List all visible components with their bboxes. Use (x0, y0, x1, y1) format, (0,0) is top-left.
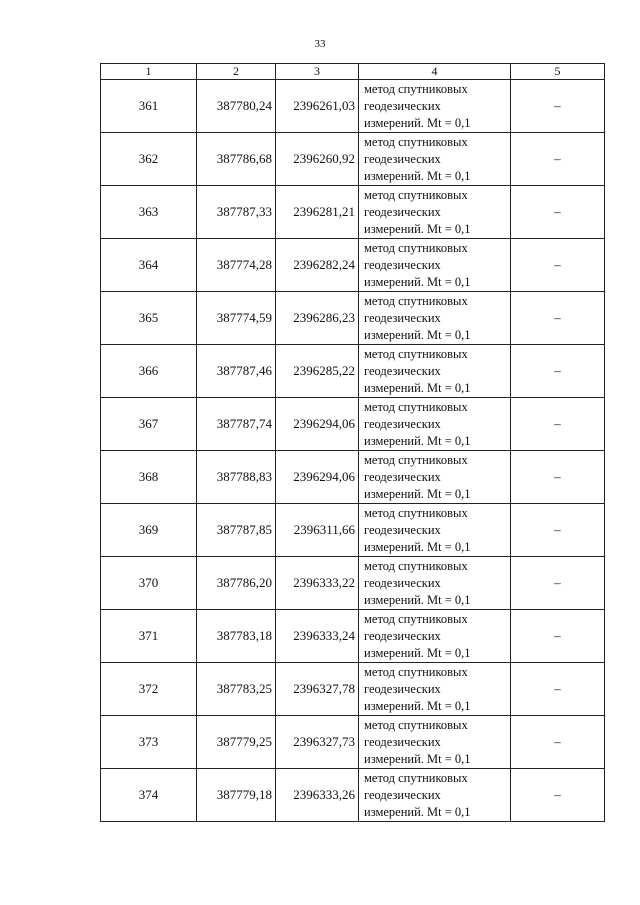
x-coordinate-cell: 387780,24 (197, 80, 276, 133)
method-line-1: метод спутниковых (364, 399, 468, 414)
method-line-3: измерений. Mt = 0,1 (364, 592, 471, 607)
note-cell: – (511, 451, 605, 504)
method-cell (359, 663, 511, 716)
note-cell: – (511, 80, 605, 133)
note-cell: – (511, 186, 605, 239)
y-coordinate-cell: 2396327,73 (276, 716, 359, 769)
y-coordinate-cell: 2396294,06 (276, 451, 359, 504)
method-line-2: геодезических (364, 204, 441, 219)
column-header-2: 2 (197, 64, 276, 80)
method-line-3: измерений. Mt = 0,1 (364, 115, 471, 130)
method-line-3: измерений. Mt = 0,1 (364, 221, 471, 236)
x-coordinate-cell: 387787,46 (197, 345, 276, 398)
point-number-cell: 365 (101, 292, 197, 345)
method-cell (359, 610, 511, 663)
x-coordinate-cell: 387783,18 (197, 610, 276, 663)
method-line-1: метод спутниковых (364, 346, 468, 361)
method-line-3: измерений. Mt = 0,1 (364, 751, 471, 766)
method-line-2: геодезических (364, 681, 441, 696)
table-row (101, 80, 605, 133)
method-line-1: метод спутниковых (364, 452, 468, 467)
table-row (101, 186, 605, 239)
point-number-cell: 364 (101, 239, 197, 292)
method-line-2: геодезических (364, 628, 441, 643)
y-coordinate-cell: 2396333,24 (276, 610, 359, 663)
method-line-2: геодезических (364, 151, 441, 166)
point-number-cell: 371 (101, 610, 197, 663)
x-coordinate-cell: 387774,59 (197, 292, 276, 345)
method-line-3: измерений. Mt = 0,1 (364, 168, 471, 183)
method-line-2: геодезических (364, 257, 441, 272)
method-line-3: измерений. Mt = 0,1 (364, 380, 471, 395)
note-cell: – (511, 345, 605, 398)
y-coordinate-cell: 2396311,66 (276, 504, 359, 557)
table-row (101, 557, 605, 610)
column-header-5: 5 (511, 64, 605, 80)
y-coordinate-cell: 2396260,92 (276, 133, 359, 186)
column-header-4: 4 (359, 64, 511, 80)
method-cell (359, 133, 511, 186)
method-line-1: метод спутниковых (364, 770, 468, 785)
table-row (101, 451, 605, 504)
method-line-1: метод спутниковых (364, 664, 468, 679)
method-line-1: метод спутниковых (364, 293, 468, 308)
method-line-1: метод спутниковых (364, 611, 468, 626)
note-cell: – (511, 610, 605, 663)
y-coordinate-cell: 2396282,24 (276, 239, 359, 292)
x-coordinate-cell: 387786,20 (197, 557, 276, 610)
method-line-1: метод спутниковых (364, 187, 468, 202)
y-coordinate-cell: 2396285,22 (276, 345, 359, 398)
method-cell (359, 292, 511, 345)
method-line-1: метод спутниковых (364, 81, 468, 96)
y-coordinate-cell: 2396294,06 (276, 398, 359, 451)
x-coordinate-cell: 387786,68 (197, 133, 276, 186)
method-line-2: геодезических (364, 98, 441, 113)
table-row (101, 398, 605, 451)
method-line-2: геодезических (364, 734, 441, 749)
method-line-2: геодезических (364, 575, 441, 590)
y-coordinate-cell: 2396333,26 (276, 769, 359, 822)
note-cell: – (511, 133, 605, 186)
table-header-row (101, 64, 605, 80)
point-number-cell: 361 (101, 80, 197, 133)
method-cell (359, 716, 511, 769)
method-line-1: метод спутниковых (364, 558, 468, 573)
method-line-1: метод спутниковых (364, 240, 468, 255)
method-line-3: измерений. Mt = 0,1 (364, 645, 471, 660)
point-number-cell: 362 (101, 133, 197, 186)
x-coordinate-cell: 387787,33 (197, 186, 276, 239)
point-number-cell: 363 (101, 186, 197, 239)
table-row (101, 133, 605, 186)
method-line-3: измерений. Mt = 0,1 (364, 698, 471, 713)
table-row (101, 769, 605, 822)
point-number-cell: 368 (101, 451, 197, 504)
method-line-2: геодезических (364, 363, 441, 378)
method-line-3: измерений. Mt = 0,1 (364, 433, 471, 448)
note-cell: – (511, 292, 605, 345)
method-line-2: геодезических (364, 522, 441, 537)
note-cell: – (511, 663, 605, 716)
method-line-2: геодезических (364, 787, 441, 802)
method-cell (359, 80, 511, 133)
table-row (101, 345, 605, 398)
point-number-cell: 370 (101, 557, 197, 610)
method-cell (359, 557, 511, 610)
method-line-3: измерений. Mt = 0,1 (364, 486, 471, 501)
coordinates-table (100, 63, 605, 822)
table-body (101, 80, 605, 822)
x-coordinate-cell: 387783,25 (197, 663, 276, 716)
point-number-cell: 372 (101, 663, 197, 716)
method-line-3: измерений. Mt = 0,1 (364, 804, 471, 819)
y-coordinate-cell: 2396286,23 (276, 292, 359, 345)
table-row (101, 292, 605, 345)
point-number-cell: 374 (101, 769, 197, 822)
method-line-3: измерений. Mt = 0,1 (364, 539, 471, 554)
method-line-3: измерений. Mt = 0,1 (364, 327, 471, 342)
x-coordinate-cell: 387779,18 (197, 769, 276, 822)
x-coordinate-cell: 387787,74 (197, 398, 276, 451)
y-coordinate-cell: 2396281,21 (276, 186, 359, 239)
method-line-1: метод спутниковых (364, 717, 468, 732)
note-cell: – (511, 239, 605, 292)
method-line-2: геодезических (364, 310, 441, 325)
method-line-2: геодезических (364, 469, 441, 484)
method-line-1: метод спутниковых (364, 505, 468, 520)
method-cell (359, 504, 511, 557)
table-row (101, 239, 605, 292)
method-line-3: измерений. Mt = 0,1 (364, 274, 471, 289)
column-header-3: 3 (276, 64, 359, 80)
point-number-cell: 366 (101, 345, 197, 398)
point-number-cell: 367 (101, 398, 197, 451)
x-coordinate-cell: 387774,28 (197, 239, 276, 292)
method-cell (359, 451, 511, 504)
y-coordinate-cell: 2396261,03 (276, 80, 359, 133)
method-cell (359, 186, 511, 239)
page-number: 33 (314, 38, 326, 50)
table-row (101, 504, 605, 557)
method-cell (359, 769, 511, 822)
note-cell: – (511, 769, 605, 822)
method-line-1: метод спутниковых (364, 134, 468, 149)
table-row (101, 716, 605, 769)
table-row (101, 610, 605, 663)
table-row (101, 663, 605, 716)
method-cell (359, 398, 511, 451)
note-cell: – (511, 557, 605, 610)
point-number-cell: 369 (101, 504, 197, 557)
column-header-1: 1 (101, 64, 197, 80)
y-coordinate-cell: 2396327,78 (276, 663, 359, 716)
method-cell (359, 239, 511, 292)
x-coordinate-cell: 387788,83 (197, 451, 276, 504)
note-cell: – (511, 504, 605, 557)
point-number-cell: 373 (101, 716, 197, 769)
method-cell (359, 345, 511, 398)
y-coordinate-cell: 2396333,22 (276, 557, 359, 610)
x-coordinate-cell: 387787,85 (197, 504, 276, 557)
x-coordinate-cell: 387779,25 (197, 716, 276, 769)
note-cell: – (511, 716, 605, 769)
note-cell: – (511, 398, 605, 451)
method-line-2: геодезических (364, 416, 441, 431)
